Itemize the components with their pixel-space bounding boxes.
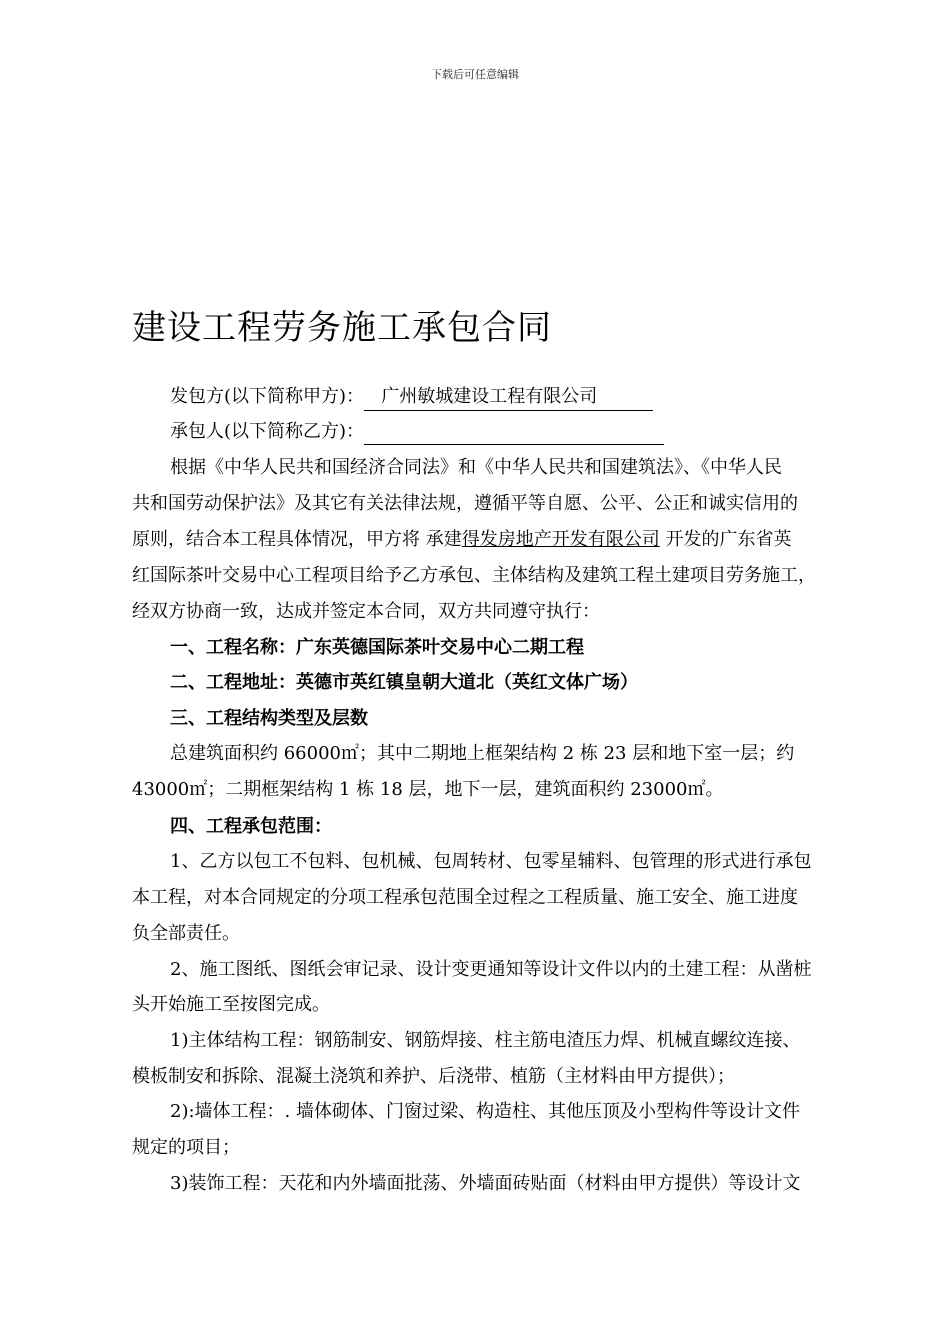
clause-1-line-2: 本工程，对本合同规定的分项工程承包范围全过程之工程质量、施工安全、施工进度 [132, 887, 798, 908]
section-3-line-2: 43000㎡；二期框架结构 1 栋 18 层，地下一层，建筑面积约 23000㎡。 [132, 779, 724, 800]
section-4-heading: 四、工程承包范围： [170, 816, 332, 837]
section-1-heading: 一、工程名称：广东英德国际茶叶交易中心二期工程 [170, 637, 584, 658]
item-2-line-1: 2):墙体工程：. 墙体砌体、门窗过梁、构造柱、其他压顶及小型构件等设计文件 [170, 1101, 800, 1122]
clause-1-line-1: 1、乙方以包工不包料、包机械、包周转材、包零星辅料、包管理的形式进行承包 [170, 851, 812, 872]
party-a-value: 广州敏城建设工程有限公司 [364, 384, 653, 411]
section-3-line-1: 总建筑面积约 66000㎡；其中二期地上框架结构 2 栋 23 层和地下室一层；约 [170, 743, 795, 764]
intro-line-3 [132, 527, 852, 553]
party-a-label: 发包方(以下简称甲方)： [170, 386, 365, 407]
intro-line-3-suffix: 开发的广东省英 [665, 529, 792, 550]
item-3-line-1: 3)装饰工程：天花和内外墙面批荡、外墙面砖贴面（材料由甲方提供）等设计文 [170, 1173, 801, 1194]
item-2-line-2: 规定的项目； [132, 1137, 240, 1158]
party-b-line [170, 419, 890, 445]
clause-2-line-2: 头开始施工至按图完成。 [132, 994, 330, 1015]
header-note: 下载后可任意编辑 [431, 68, 519, 81]
document-title: 建设工程劳务施工承包合同 [132, 308, 552, 348]
contractor-company: 得发房地产开发有限公司 [461, 529, 660, 550]
party-a-line [170, 384, 890, 411]
item-1-line-2: 模板制安和拆除、混凝土浇筑和养护、后浇带、植筋（主材料由甲方提供）； [132, 1066, 735, 1087]
intro-line-3-prefix: 原则，结合本工程具体情况，甲方将 承建 [132, 529, 462, 550]
clause-1-line-3: 负全部责任。 [132, 923, 240, 944]
intro-line-2: 共和国劳动保护法》及其它有关法律法规，遵循平等自愿、公平、公正和诚实信用的 [132, 493, 798, 514]
party-b-label: 承包人(以下简称乙方)： [170, 421, 365, 442]
intro-line-1: 根据《中华人民共和国经济合同法》和《中华人民共和国建筑法》、《中华人民 [170, 457, 782, 478]
item-1-line-1: 1)主体结构工程：钢筋制安、钢筋焊接、柱主筋电渣压力焊、机械直螺纹连接、 [170, 1030, 801, 1051]
clause-2-line-1: 2、施工图纸、图纸会审记录、设计变更通知等设计文件以内的土建工程：从凿桩 [170, 959, 812, 980]
section-2-heading: 二、工程地址：英德市英红镇皇朝大道北（英红文体广场） [170, 672, 638, 693]
intro-line-5: 经双方协商一致，达成并签定本合同，双方共同遵守执行： [132, 601, 600, 622]
intro-line-4: 红国际茶叶交易中心工程项目给予乙方承包、主体结构及建筑工程土建项目劳务施工， [132, 565, 816, 586]
section-3-heading: 三、工程结构类型及层数 [170, 708, 368, 729]
party-b-value [364, 424, 664, 445]
